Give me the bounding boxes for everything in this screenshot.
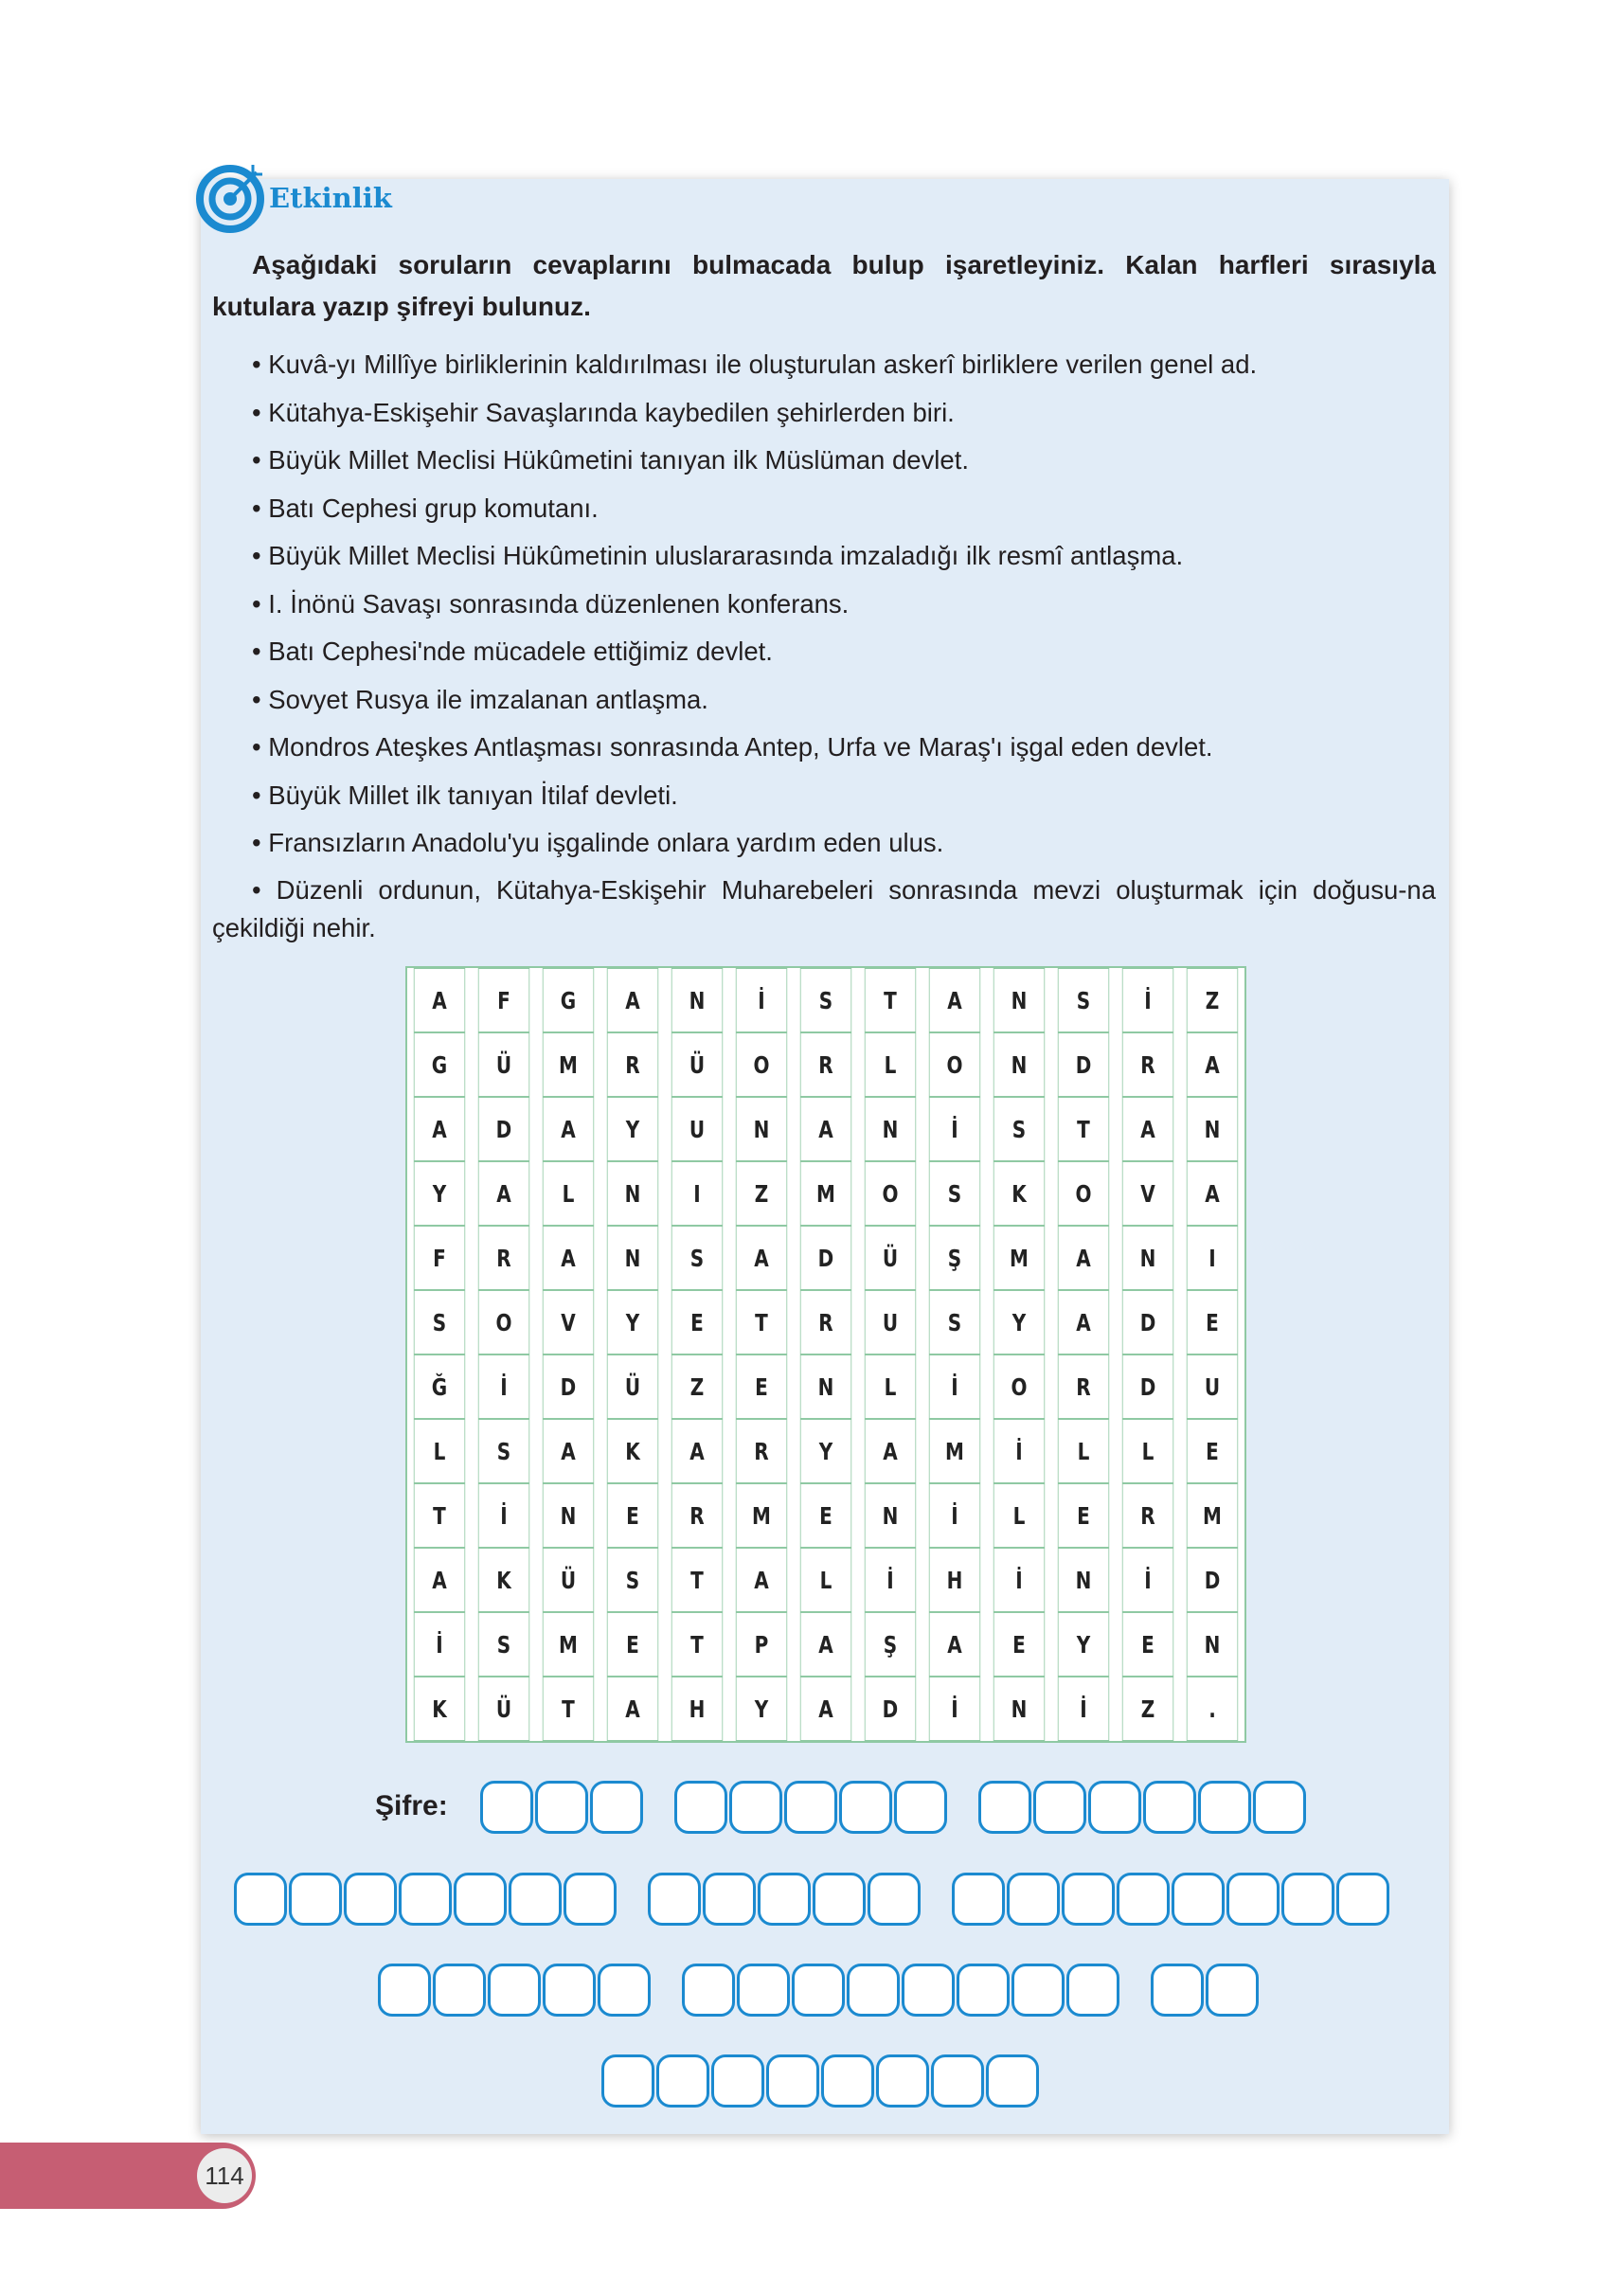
grid-cell[interactable]: D xyxy=(1187,1548,1238,1612)
cipher-word xyxy=(480,1781,645,1834)
grid-cell[interactable]: İ xyxy=(929,1483,980,1548)
cipher-letter-box[interactable] xyxy=(454,1873,507,1926)
cipher-letter-box[interactable] xyxy=(1062,1873,1115,1926)
question-item: • Batı Cephesi grup komutanı. xyxy=(252,493,599,523)
cipher-letter-box[interactable] xyxy=(535,1781,588,1834)
grid-cell[interactable]: R xyxy=(1058,1354,1109,1419)
grid-cell[interactable]: Z xyxy=(1122,1677,1173,1741)
cipher-letter-box[interactable] xyxy=(1011,1964,1065,2017)
grid-cell[interactable]: D xyxy=(1058,1032,1109,1097)
grid-cell[interactable]: A xyxy=(929,1612,980,1677)
grid-cell[interactable]: M xyxy=(543,1032,594,1097)
instructions: Aşağıdaki soruların cevaplarını bulmacada bulup işaretleyiniz. Kalan harfleri sırasıyla kutulara yazıp şifreyi bulunuz. xyxy=(212,250,1436,321)
grid-cell[interactable]: Ş xyxy=(929,1226,980,1290)
grid-cell[interactable]: A xyxy=(929,968,980,1032)
cipher-letter-box[interactable] xyxy=(601,2054,654,2108)
grid-cell[interactable]: A xyxy=(543,1097,594,1161)
cipher-letter-box[interactable] xyxy=(543,1964,596,2017)
grid-cell[interactable]: A xyxy=(607,1677,658,1741)
cipher-letter-box[interactable] xyxy=(711,2054,764,2108)
page-number: 114 xyxy=(197,2148,252,2203)
grid-cell[interactable]: . xyxy=(1187,1677,1238,1741)
grid-cell[interactable]: İ xyxy=(929,1354,980,1419)
cipher-letter-box[interactable] xyxy=(868,1873,921,1926)
question-item: • Batı Cephesi'nde mücadele ettiğimiz devlet. xyxy=(252,637,773,666)
cipher-row xyxy=(378,1964,1261,2017)
grid-cell[interactable]: A xyxy=(478,1161,529,1226)
grid-cell[interactable]: D xyxy=(478,1097,529,1161)
cipher-letter-box[interactable] xyxy=(813,1873,866,1926)
cipher-word xyxy=(952,1873,1391,1926)
grid-cell[interactable]: Y xyxy=(607,1290,658,1354)
cipher-letter-box[interactable] xyxy=(674,1781,727,1834)
grid-cell[interactable]: K xyxy=(414,1677,465,1741)
grid-cell[interactable]: F xyxy=(478,968,529,1032)
grid-cell[interactable]: İ xyxy=(865,1548,916,1612)
grid-cell[interactable]: İ xyxy=(993,1548,1045,1612)
grid-cell[interactable]: M xyxy=(993,1226,1045,1290)
grid-cell[interactable]: Ü xyxy=(543,1548,594,1612)
grid-cell[interactable]: R xyxy=(800,1290,851,1354)
grid-cell[interactable]: Ş xyxy=(865,1612,916,1677)
grid-cell[interactable]: A xyxy=(800,1612,851,1677)
grid-cell[interactable]: R xyxy=(1122,1483,1173,1548)
grid-cell[interactable]: Y xyxy=(1058,1612,1109,1677)
grid-cell[interactable]: Z xyxy=(671,1354,723,1419)
grid-cell[interactable]: N xyxy=(1187,1612,1238,1677)
cipher-letter-box[interactable] xyxy=(784,1781,837,1834)
grid-cell[interactable]: A xyxy=(1122,1097,1173,1161)
cipher-word xyxy=(378,1964,653,2017)
grid-cell[interactable]: U xyxy=(671,1097,723,1161)
target-icon xyxy=(194,159,270,235)
cipher-row xyxy=(234,1873,1391,1926)
grid-cell[interactable]: R xyxy=(671,1483,723,1548)
grid-cell[interactable]: L xyxy=(993,1483,1045,1548)
cipher-letter-box[interactable] xyxy=(758,1873,811,1926)
grid-cell[interactable]: O xyxy=(478,1290,529,1354)
cipher-word xyxy=(234,1873,618,1926)
grid-cell[interactable]: N xyxy=(993,968,1045,1032)
grid-cell[interactable]: İ xyxy=(993,1419,1045,1483)
cipher-letter-box[interactable] xyxy=(729,1781,782,1834)
cipher-row xyxy=(601,2054,1041,2108)
grid-cell[interactable]: A xyxy=(1058,1226,1109,1290)
grid-cell[interactable]: H xyxy=(929,1548,980,1612)
question-item: • Kütahya-Eskişehir Savaşlarında kaybedilen şehirlerden biri. xyxy=(252,397,955,427)
grid-cell[interactable]: S xyxy=(800,968,851,1032)
cipher-letter-box[interactable] xyxy=(1198,1781,1251,1834)
grid-cell[interactable]: K xyxy=(478,1548,529,1612)
grid-cell[interactable]: İ xyxy=(414,1612,465,1677)
grid-cell[interactable]: İ xyxy=(1122,968,1173,1032)
cipher-letter-box[interactable] xyxy=(1226,1873,1280,1926)
grid-cell[interactable]: A xyxy=(414,968,465,1032)
grid-cell[interactable]: Y xyxy=(414,1161,465,1226)
grid-cell[interactable]: A xyxy=(543,1226,594,1290)
grid-cell[interactable]: R xyxy=(736,1419,787,1483)
grid-cell[interactable]: E xyxy=(607,1483,658,1548)
grid-cell[interactable]: S xyxy=(929,1290,980,1354)
cipher-letter-box[interactable] xyxy=(978,1781,1031,1834)
cipher-letter-box[interactable] xyxy=(433,1964,486,2017)
grid-cell[interactable]: E xyxy=(800,1483,851,1548)
grid-cell[interactable]: A xyxy=(414,1097,465,1161)
grid-cell[interactable]: N xyxy=(1187,1097,1238,1161)
cipher-letter-box[interactable] xyxy=(1336,1873,1389,1926)
grid-cell[interactable]: G xyxy=(414,1032,465,1097)
cipher-word xyxy=(648,1873,922,1926)
grid-cell[interactable]: D xyxy=(865,1677,916,1741)
grid-cell[interactable]: Z xyxy=(736,1161,787,1226)
grid-cell[interactable]: S xyxy=(671,1226,723,1290)
question-item: • Mondros Ateşkes Antlaşması sonrasında Antep, Urfa ve Maraş'ı işgal eden devlet. xyxy=(252,732,1213,762)
cipher-letter-box[interactable] xyxy=(847,1964,900,2017)
grid-cell[interactable]: S xyxy=(607,1548,658,1612)
word-search-grid xyxy=(405,966,1246,1743)
grid-cell[interactable]: O xyxy=(736,1032,787,1097)
grid-cell[interactable]: Ü xyxy=(478,1677,529,1741)
question-item: • I. İnönü Savaşı sonrasında düzenlenen konferans. xyxy=(252,588,850,619)
grid-cell[interactable]: R xyxy=(1122,1032,1173,1097)
grid-cell[interactable]: O xyxy=(1058,1161,1109,1226)
grid-cell[interactable]: S xyxy=(414,1290,465,1354)
grid-cell[interactable]: A xyxy=(671,1419,723,1483)
grid-cell[interactable]: N xyxy=(607,1161,658,1226)
cipher-letter-box[interactable] xyxy=(894,1781,947,1834)
grid-cell[interactable]: N xyxy=(993,1677,1045,1741)
grid-cell[interactable]: L xyxy=(414,1419,465,1483)
cipher-letter-box[interactable] xyxy=(902,1964,955,2017)
cipher-letter-box[interactable] xyxy=(876,2054,929,2108)
grid-cell[interactable]: A xyxy=(736,1548,787,1612)
grid-cell[interactable]: E xyxy=(1187,1290,1238,1354)
grid-cell[interactable]: P xyxy=(736,1612,787,1677)
grid-cell[interactable]: Y xyxy=(607,1097,658,1161)
grid-cell[interactable]: A xyxy=(865,1419,916,1483)
question-item: • Büyük Millet ilk tanıyan İtilaf devleti. xyxy=(252,780,678,810)
question-item: • Büyük Millet Meclisi Hükûmetinin uluslararasında imzaladığı ilk resmî antlaşma. xyxy=(252,541,1184,570)
grid-cell[interactable]: A xyxy=(800,1677,851,1741)
grid-cell[interactable]: N xyxy=(1058,1548,1109,1612)
grid-cell[interactable]: S xyxy=(478,1419,529,1483)
grid-cell[interactable]: N xyxy=(865,1097,916,1161)
grid-cell[interactable]: A xyxy=(414,1548,465,1612)
cipher-letter-box[interactable] xyxy=(703,1873,756,1926)
question-item: • Düzenli ordunun, Kütahya-Eskişehir Muharebeleri sonrasında mevzi oluşturmak için doğusu-na çekildiği nehir. xyxy=(212,874,1436,942)
grid-cell[interactable]: G xyxy=(543,968,594,1032)
grid-cell[interactable]: S xyxy=(1058,968,1109,1032)
cipher-word xyxy=(1151,1964,1261,2017)
grid-cell[interactable]: K xyxy=(607,1419,658,1483)
grid-cell[interactable]: A xyxy=(800,1097,851,1161)
cipher-letter-box[interactable] xyxy=(598,1964,651,2017)
cipher-letter-box[interactable] xyxy=(590,1781,643,1834)
grid-cell[interactable]: M xyxy=(800,1161,851,1226)
grid-cell[interactable]: D xyxy=(543,1354,594,1419)
cipher-letter-box[interactable] xyxy=(564,1873,617,1926)
cipher-letter-box[interactable] xyxy=(792,1964,845,2017)
cipher-word xyxy=(682,1964,1121,2017)
cipher-letter-box[interactable] xyxy=(1117,1873,1170,1926)
grid-cell[interactable]: İ xyxy=(1122,1548,1173,1612)
grid-cell[interactable]: T xyxy=(543,1677,594,1741)
grid-cell[interactable]: N xyxy=(800,1354,851,1419)
grid-cell[interactable]: U xyxy=(1187,1354,1238,1419)
cipher-letter-box[interactable] xyxy=(1172,1873,1225,1926)
cipher-letter-box[interactable] xyxy=(488,1964,541,2017)
grid-cell[interactable]: N xyxy=(671,968,723,1032)
grid-cell[interactable]: F xyxy=(414,1226,465,1290)
cipher-letter-box[interactable] xyxy=(931,2054,984,2108)
question-item: • Kuvâ-yı Millîye birliklerinin kaldırılması ile oluşturulan askerî birliklere verilen genel ad. xyxy=(252,350,1258,379)
grid-cell[interactable]: M xyxy=(736,1483,787,1548)
grid-cell[interactable]: Z xyxy=(1187,968,1238,1032)
question-item: • Sovyet Rusya ile imzalanan antlaşma. xyxy=(252,684,708,714)
grid-cell[interactable]: I xyxy=(671,1161,723,1226)
cipher-letter-box[interactable] xyxy=(1151,1964,1204,2017)
grid-cell[interactable]: T xyxy=(1058,1097,1109,1161)
cipher-letter-box[interactable] xyxy=(986,2054,1039,2108)
grid-cell[interactable]: E xyxy=(993,1612,1045,1677)
grid-cell[interactable]: E xyxy=(671,1290,723,1354)
grid-cell[interactable]: E xyxy=(1122,1612,1173,1677)
cipher-label: Şifre: xyxy=(375,1790,448,1821)
grid-cell[interactable]: L xyxy=(1122,1419,1173,1483)
cipher-word xyxy=(978,1781,1308,1834)
grid-cell[interactable]: D xyxy=(800,1226,851,1290)
cipher-word xyxy=(674,1781,949,1834)
grid-cell[interactable]: İ xyxy=(478,1483,529,1548)
cipher-letter-box[interactable] xyxy=(656,2054,709,2108)
grid-cell[interactable]: İ xyxy=(736,968,787,1032)
grid-cell[interactable]: M xyxy=(543,1612,594,1677)
grid-cell[interactable]: T xyxy=(671,1548,723,1612)
grid-cell[interactable]: L xyxy=(1058,1419,1109,1483)
grid-cell[interactable]: S xyxy=(929,1161,980,1226)
cipher-letter-box[interactable] xyxy=(1281,1873,1334,1926)
grid-cell[interactable]: Y xyxy=(800,1419,851,1483)
cipher-letter-box[interactable] xyxy=(399,1873,452,1926)
grid-cell[interactable]: N xyxy=(993,1032,1045,1097)
grid-cell[interactable]: U xyxy=(865,1290,916,1354)
grid-cell[interactable]: O xyxy=(993,1354,1045,1419)
grid-cell[interactable]: A xyxy=(607,968,658,1032)
grid-cell[interactable]: K xyxy=(993,1161,1045,1226)
grid-cell[interactable]: İ xyxy=(929,1097,980,1161)
grid-cell[interactable]: Y xyxy=(736,1677,787,1741)
grid-cell[interactable]: L xyxy=(865,1032,916,1097)
cipher-letter-box[interactable] xyxy=(737,1964,790,2017)
grid-cell[interactable]: E xyxy=(607,1612,658,1677)
grid-cell[interactable]: V xyxy=(1122,1161,1173,1226)
grid-cell[interactable]: A xyxy=(1058,1290,1109,1354)
grid-cell[interactable]: A xyxy=(1187,1161,1238,1226)
grid-cell[interactable]: İ xyxy=(929,1677,980,1741)
grid-cell[interactable]: D xyxy=(1122,1290,1173,1354)
grid-cell[interactable]: Ğ xyxy=(414,1354,465,1419)
grid-cell[interactable]: L xyxy=(865,1354,916,1419)
cipher-letter-box[interactable] xyxy=(1066,1964,1119,2017)
cipher-letter-box[interactable] xyxy=(952,1873,1005,1926)
grid-cell[interactable]: Ü xyxy=(607,1354,658,1419)
grid-cell[interactable]: N xyxy=(865,1483,916,1548)
grid-cell[interactable]: T xyxy=(414,1483,465,1548)
grid-cell[interactable]: D xyxy=(1122,1354,1173,1419)
cipher-letter-box[interactable] xyxy=(1143,1781,1196,1834)
grid-cell[interactable]: Ü xyxy=(671,1032,723,1097)
cipher-word xyxy=(601,2054,1041,2108)
grid-cell[interactable]: M xyxy=(929,1419,980,1483)
grid-cell[interactable]: Ü xyxy=(478,1032,529,1097)
grid-cell[interactable]: E xyxy=(1058,1483,1109,1548)
grid-cell[interactable]: R xyxy=(800,1032,851,1097)
cipher-letter-box[interactable] xyxy=(289,1873,342,1926)
grid-cell[interactable]: E xyxy=(736,1354,787,1419)
grid-cell[interactable]: R xyxy=(607,1032,658,1097)
cipher-letter-box[interactable] xyxy=(648,1873,701,1926)
grid-cell[interactable]: N xyxy=(1122,1226,1173,1290)
grid-cell[interactable]: A xyxy=(736,1226,787,1290)
cipher-letter-box[interactable] xyxy=(1253,1781,1306,1834)
question-item: • Büyük Millet Meclisi Hükûmetini tanıyan ilk Müslüman devlet. xyxy=(252,445,969,475)
grid-cell[interactable]: E xyxy=(1187,1419,1238,1483)
grid-cell[interactable]: Ü xyxy=(865,1226,916,1290)
grid-cell[interactable]: V xyxy=(543,1290,594,1354)
grid-cell[interactable]: N xyxy=(607,1226,658,1290)
cipher-letter-box[interactable] xyxy=(1007,1873,1060,1926)
grid-cell[interactable]: I xyxy=(1187,1226,1238,1290)
grid-cell[interactable]: İ xyxy=(478,1354,529,1419)
cipher-letter-box[interactable] xyxy=(234,1873,287,1926)
grid-cell[interactable]: T xyxy=(736,1290,787,1354)
grid-cell[interactable]: S xyxy=(478,1612,529,1677)
question-item: • Fransızların Anadolu'yu işgalinde onlara yardım eden ulus. xyxy=(252,828,944,857)
grid-cell[interactable]: İ xyxy=(1058,1677,1109,1741)
cipher-letter-box[interactable] xyxy=(1206,1964,1259,2017)
cipher-letter-box[interactable] xyxy=(821,2054,874,2108)
grid-cell[interactable]: L xyxy=(543,1161,594,1226)
cipher-letter-box[interactable] xyxy=(839,1781,892,1834)
activity-title: Etkinlik xyxy=(269,182,392,214)
grid-cell[interactable]: A xyxy=(543,1419,594,1483)
cipher-letter-box[interactable] xyxy=(480,1781,533,1834)
grid-cell[interactable]: S xyxy=(993,1097,1045,1161)
cipher-letter-box[interactable] xyxy=(682,1964,735,2017)
grid-cell[interactable]: A xyxy=(1187,1032,1238,1097)
cipher-letter-box[interactable] xyxy=(1033,1781,1086,1834)
grid-cell[interactable]: N xyxy=(543,1483,594,1548)
question-list xyxy=(212,345,1436,955)
grid-cell[interactable]: L xyxy=(800,1548,851,1612)
grid-cell[interactable]: N xyxy=(736,1097,787,1161)
grid-cell[interactable]: H xyxy=(671,1677,723,1741)
cipher-letter-box[interactable] xyxy=(378,1964,431,2017)
grid-cell[interactable]: O xyxy=(865,1161,916,1226)
grid-cell[interactable]: T xyxy=(671,1612,723,1677)
cipher-letter-box[interactable] xyxy=(509,1873,562,1926)
cipher-letter-box[interactable] xyxy=(766,2054,819,2108)
cipher-letter-box[interactable] xyxy=(957,1964,1010,2017)
grid-cell[interactable]: T xyxy=(865,968,916,1032)
cipher-letter-box[interactable] xyxy=(1088,1781,1141,1834)
grid-cell[interactable]: Y xyxy=(993,1290,1045,1354)
cipher-row xyxy=(480,1781,1308,1834)
grid-cell[interactable]: R xyxy=(478,1226,529,1290)
grid-cell[interactable]: O xyxy=(929,1032,980,1097)
cipher-letter-box[interactable] xyxy=(344,1873,397,1926)
grid-cell[interactable]: M xyxy=(1187,1483,1238,1548)
